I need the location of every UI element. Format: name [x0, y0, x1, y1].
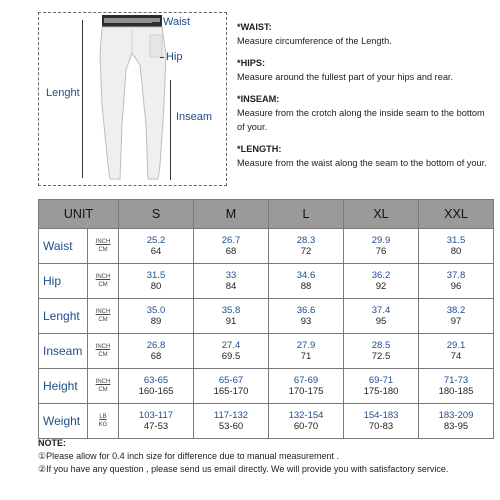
- size-value-cell: [344, 229, 419, 264]
- size-row-height: [39, 369, 494, 404]
- size-row-waist: [39, 229, 494, 264]
- value-metric: 83-95: [443, 421, 469, 432]
- notes-section: [38, 437, 498, 476]
- size-value-cell: [419, 334, 494, 369]
- value-imperial: 37.8: [446, 270, 466, 281]
- note-line: ①Please allow for 0.4 inch size for difference due to manual measurement .: [38, 451, 340, 461]
- row-label: Hip: [39, 264, 88, 299]
- unit-cell: [88, 334, 119, 369]
- inseam-label: Inseam: [176, 111, 213, 123]
- size-value-cell: [194, 229, 269, 264]
- length-guide: [82, 20, 83, 178]
- value-imperial: 103-117: [138, 410, 174, 421]
- value-imperial: 65-67: [218, 375, 244, 386]
- size-value-cell: [194, 404, 269, 439]
- size-value-cell: [269, 334, 344, 369]
- value-imperial: 63-65: [143, 375, 169, 386]
- size-value-cell: [344, 264, 419, 299]
- value-imperial: 154-183: [363, 410, 399, 421]
- unit-bottom: KG: [98, 422, 108, 428]
- value-metric: 70-83: [368, 421, 394, 432]
- size-header-m: M: [194, 200, 269, 229]
- definition-inseam: [237, 92, 492, 134]
- unit-top: INCH: [95, 309, 111, 315]
- value-metric: 88: [300, 281, 312, 292]
- value-metric: 53-60: [218, 421, 244, 432]
- size-value-cell: [119, 369, 194, 404]
- value-metric: 76: [375, 246, 387, 257]
- value-metric: 89: [150, 316, 162, 327]
- value-metric: 47-53: [143, 421, 169, 432]
- unit-bottom: CM: [98, 387, 108, 393]
- value-imperial: 183-209: [438, 410, 474, 421]
- unit-bottom: CM: [98, 247, 108, 253]
- size-row-hip: [39, 264, 494, 299]
- value-imperial: 132-154: [288, 410, 324, 421]
- value-imperial: 38.2: [446, 305, 466, 316]
- size-value-cell: [194, 369, 269, 404]
- size-value-cell: [269, 369, 344, 404]
- unit-header: UNIT: [39, 200, 119, 229]
- size-header-s: S: [119, 200, 194, 229]
- value-metric: 91: [225, 316, 237, 327]
- leggings-illustration: [88, 15, 178, 181]
- inseam-guide: [170, 80, 171, 180]
- length-label: Lenght: [46, 87, 80, 99]
- value-metric: 68: [225, 246, 237, 257]
- notes-title: NOTE:: [38, 438, 66, 448]
- value-imperial: 29.9: [371, 235, 391, 246]
- value-imperial: 26.8: [146, 340, 166, 351]
- size-row-weight: [39, 404, 494, 439]
- value-metric: 175-180: [363, 386, 399, 397]
- definition-text: Measure from the crotch along the inside seam to the bottom of your.: [237, 108, 485, 132]
- size-row-lenght: [39, 299, 494, 334]
- value-imperial: 36.2: [371, 270, 391, 281]
- definition-text: Measure circumference of the Length.: [237, 36, 392, 46]
- value-imperial: 25.2: [146, 235, 166, 246]
- definition-title: *WAIST:: [237, 22, 272, 32]
- unit-cell: [88, 369, 119, 404]
- value-metric: 72.5: [371, 351, 391, 362]
- size-value-cell: [119, 229, 194, 264]
- unit-bottom: CM: [98, 317, 108, 323]
- waist-label: Waist: [163, 16, 191, 28]
- value-metric: 97: [450, 316, 462, 327]
- value-imperial: 35.0: [146, 305, 166, 316]
- value-imperial: 28.3: [296, 235, 316, 246]
- size-value-cell: [344, 369, 419, 404]
- size-value-cell: [419, 404, 494, 439]
- value-metric: 71: [300, 351, 312, 362]
- size-value-cell: [119, 334, 194, 369]
- row-label: Weight: [39, 404, 88, 439]
- value-imperial: 29.1: [446, 340, 466, 351]
- value-imperial: 117-132: [213, 410, 249, 421]
- size-value-cell: [269, 404, 344, 439]
- value-imperial: 37.4: [371, 305, 391, 316]
- size-value-cell: [419, 369, 494, 404]
- size-header-l: L: [269, 200, 344, 229]
- size-value-cell: [344, 404, 419, 439]
- value-imperial: 36.6: [296, 305, 316, 316]
- row-label: Inseam: [39, 334, 88, 369]
- value-imperial: 28.5: [371, 340, 391, 351]
- value-metric: 64: [150, 246, 162, 257]
- size-value-cell: [119, 264, 194, 299]
- size-value-cell: [269, 264, 344, 299]
- definition-waist: [237, 20, 492, 48]
- size-value-cell: [419, 299, 494, 334]
- unit-cell: [88, 229, 119, 264]
- definition-hips: [237, 56, 492, 84]
- value-metric: 92: [375, 281, 387, 292]
- unit-cell: [88, 299, 119, 334]
- value-metric: 60-70: [293, 421, 319, 432]
- size-value-cell: [119, 299, 194, 334]
- unit-top: INCH: [95, 274, 111, 280]
- unit-top: INCH: [95, 379, 111, 385]
- value-imperial: 27.9: [296, 340, 316, 351]
- value-metric: 180-185: [438, 386, 474, 397]
- definition-length: [237, 142, 492, 170]
- unit-bottom: CM: [98, 282, 108, 288]
- value-imperial: 33: [225, 270, 237, 281]
- row-label: Lenght: [39, 299, 88, 334]
- measurement-definitions: [237, 20, 492, 178]
- value-metric: 95: [375, 316, 387, 327]
- value-metric: 74: [450, 351, 462, 362]
- definition-text: Measure from the waist along the seam to the bottom of your.: [237, 158, 487, 168]
- unit-top: INCH: [95, 239, 111, 245]
- size-value-cell: [269, 229, 344, 264]
- value-imperial: 31.5: [146, 270, 166, 281]
- size-value-cell: [269, 299, 344, 334]
- size-header-row: [39, 200, 494, 229]
- size-value-cell: [344, 299, 419, 334]
- unit-top: LB: [99, 414, 107, 420]
- size-value-cell: [194, 299, 269, 334]
- value-imperial: 26.7: [221, 235, 241, 246]
- value-metric: 96: [450, 281, 462, 292]
- value-metric: 170-175: [288, 386, 324, 397]
- waist-guide: [152, 22, 160, 23]
- size-value-cell: [419, 229, 494, 264]
- value-imperial: 71-73: [443, 375, 469, 386]
- size-value-cell: [419, 264, 494, 299]
- unit-top: INCH: [95, 344, 111, 350]
- definition-text: Measure around the fullest part of your hips and rear.: [237, 72, 454, 82]
- unit-bottom: CM: [98, 352, 108, 358]
- size-chart-table: [38, 199, 494, 439]
- value-metric: 69.5: [221, 351, 241, 362]
- size-header-xl: XL: [344, 200, 419, 229]
- unit-cell: [88, 404, 119, 439]
- value-metric: 80: [150, 281, 162, 292]
- size-value-cell: [119, 404, 194, 439]
- unit-cell: [88, 264, 119, 299]
- value-metric: 84: [225, 281, 237, 292]
- definition-title: *LENGTH:: [237, 144, 282, 154]
- definition-title: *HIPS:: [237, 58, 266, 68]
- value-imperial: 34.6: [296, 270, 316, 281]
- value-metric: 93: [300, 316, 312, 327]
- definition-title: *INSEAM:: [237, 94, 280, 104]
- size-value-cell: [344, 334, 419, 369]
- value-metric: 80: [450, 246, 462, 257]
- value-metric: 160-165: [138, 386, 174, 397]
- row-label: Height: [39, 369, 88, 404]
- hip-label: Hip: [166, 51, 183, 63]
- value-metric: 165-170: [213, 386, 249, 397]
- size-row-inseam: [39, 334, 494, 369]
- value-metric: 68: [150, 351, 162, 362]
- value-imperial: 69-71: [368, 375, 394, 386]
- hip-guide: [160, 57, 164, 58]
- value-imperial: 31.5: [446, 235, 466, 246]
- value-imperial: 35.8: [221, 305, 241, 316]
- size-header-xxl: XXL: [419, 200, 494, 229]
- value-imperial: 67-69: [293, 375, 319, 386]
- row-label: Waist: [39, 229, 88, 264]
- value-imperial: 27.4: [221, 340, 241, 351]
- note-line: ②If you have any question , please send us email directly. We will provide you with satisfactory service.: [38, 464, 449, 474]
- size-value-cell: [194, 264, 269, 299]
- size-value-cell: [194, 334, 269, 369]
- value-metric: 72: [300, 246, 312, 257]
